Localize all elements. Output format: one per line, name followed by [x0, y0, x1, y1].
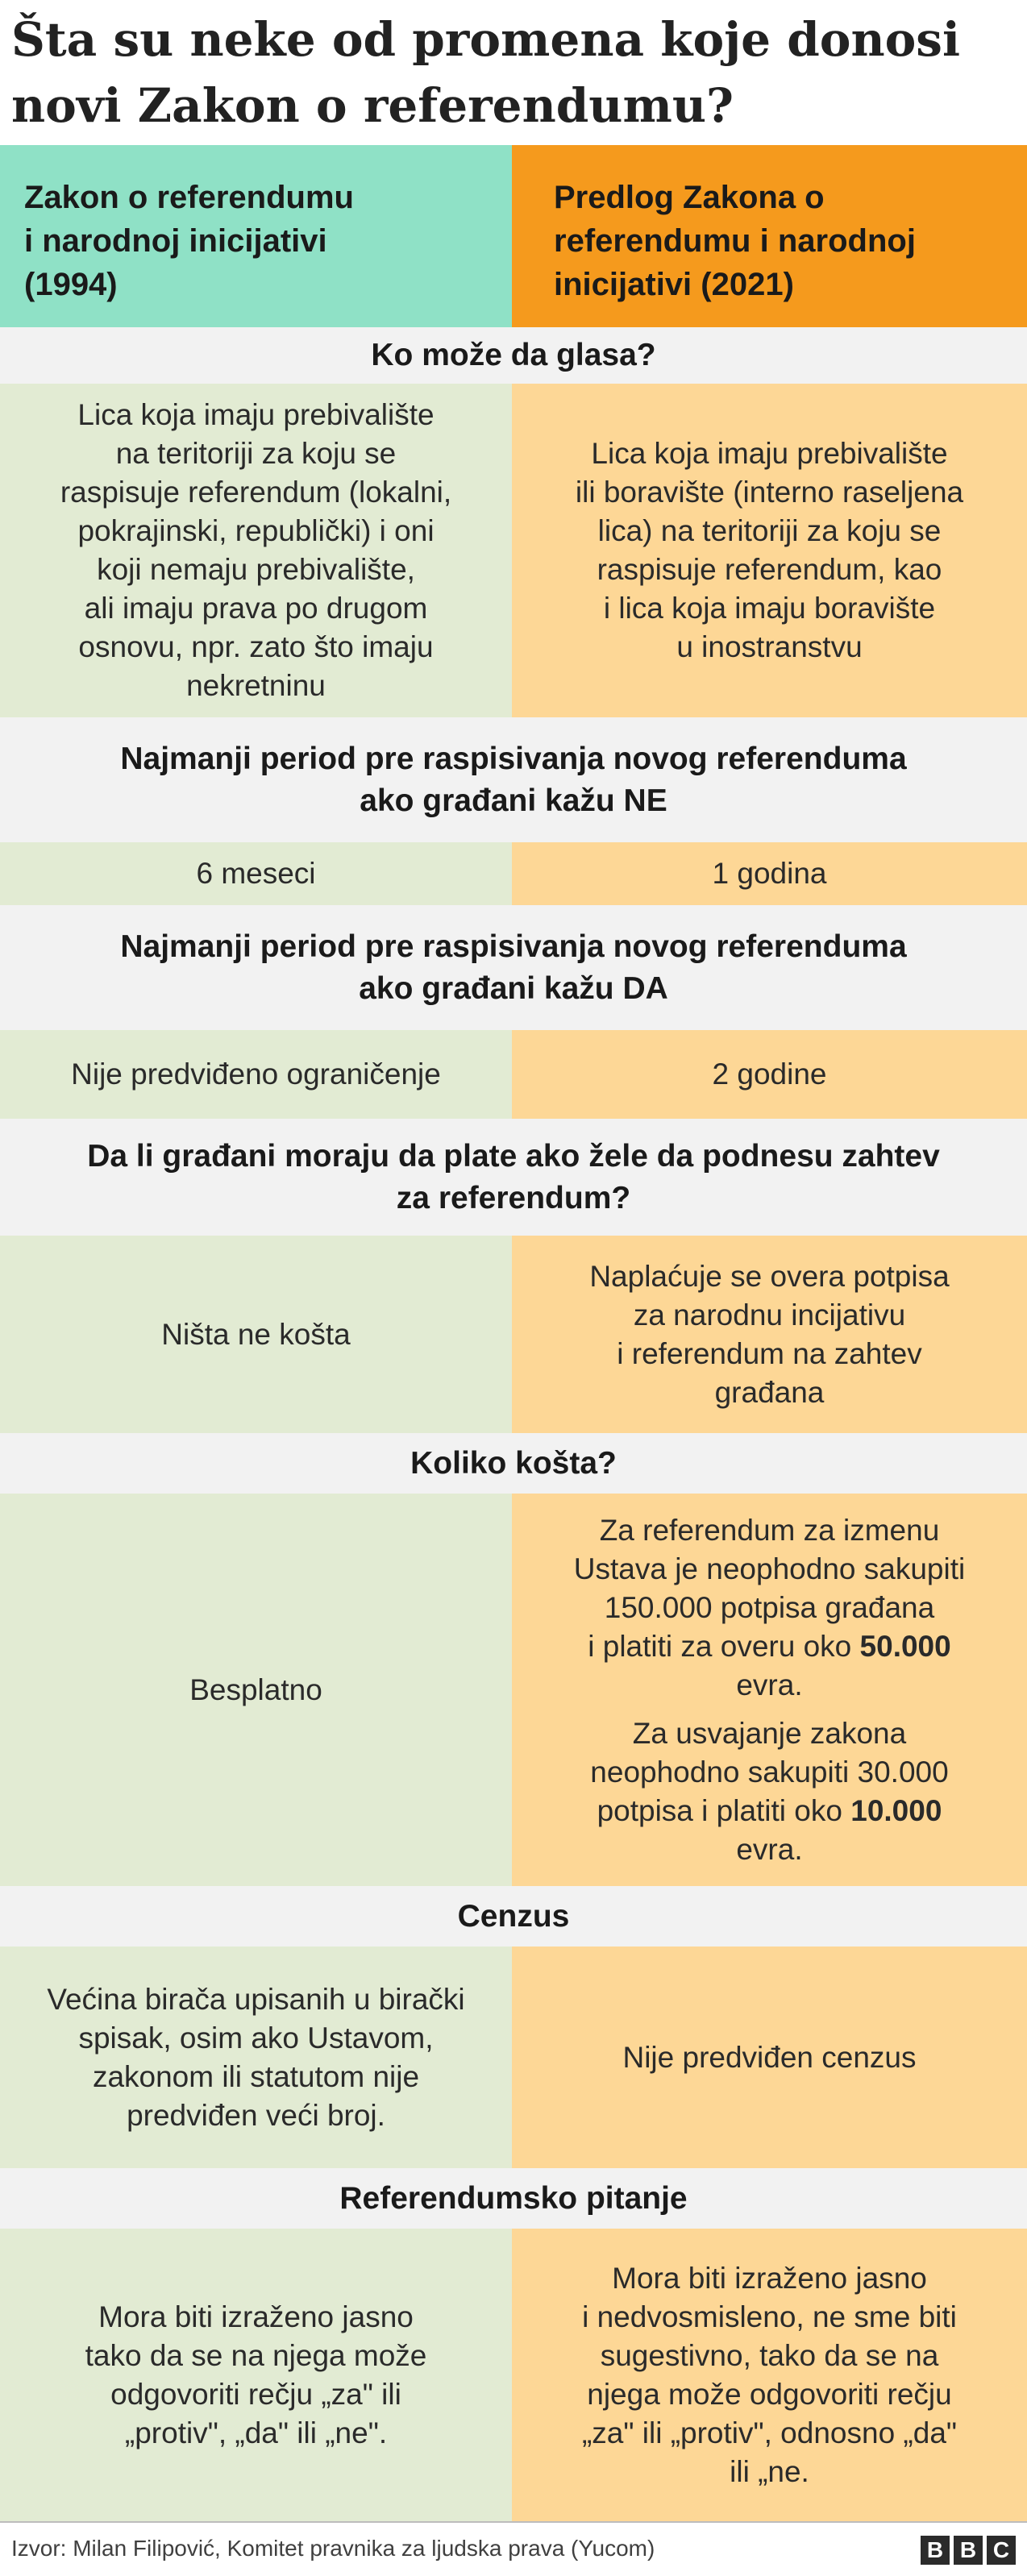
bbc-logo — [921, 2536, 1016, 2565]
cell-line: 1 godina — [712, 857, 827, 890]
question-line: ako građani kažu NE — [360, 783, 667, 818]
page-title — [11, 6, 1011, 139]
cell-line: i lica koja imaju boravište — [603, 592, 936, 625]
cell-line: Ustava je neophodno sakupiti — [573, 1552, 966, 1585]
row-question — [0, 717, 1027, 842]
cell-line: sugestivno, tako da se na — [600, 2338, 939, 2372]
question-line: Najmanji period pre raspisivanja novog referenduma — [120, 741, 907, 776]
cell-line: građana — [714, 1375, 825, 1409]
cell-line: Za referendum za izmenu — [599, 1513, 940, 1547]
row-new-law-cell — [512, 1236, 1027, 1433]
row-old-law-cell — [0, 1947, 512, 2168]
footer — [0, 2521, 1027, 2576]
cell-line: nekretninu — [186, 669, 326, 702]
cell-line: za narodnu incijativu — [633, 1298, 906, 1332]
cell-line: njega može odgovoriti rečju — [587, 2377, 952, 2411]
question-line: Ko može da glasa? — [371, 338, 656, 372]
cell-line: 2 godine — [712, 1057, 827, 1091]
cell-line: „protiv", „da" ili „ne". — [124, 2416, 388, 2449]
cell-line: evra. — [736, 1668, 803, 1701]
title-line: Šta su neke od promena koje donosi — [11, 12, 960, 67]
cell-line: predviđen veći broj. — [127, 2098, 385, 2132]
question-line: Referendumsko pitanje — [339, 2180, 688, 2216]
amount-value: 50.000 — [859, 1629, 951, 1663]
cell-line: na teritoriji za koju se — [115, 437, 397, 470]
cell-line: Lica koja imaju prebivalište — [591, 437, 948, 470]
cell-line: spisak, osim ako Ustavom, — [78, 2021, 434, 2055]
cell-line: koji nemaju prebivalište, — [97, 553, 415, 586]
row-new-law-cell — [512, 1494, 1027, 1886]
row-new-law-cell — [512, 1030, 1027, 1119]
row-new-law-cell — [512, 1947, 1027, 2168]
cell-line: ili „ne. — [730, 2454, 809, 2488]
cell-line: Za usvajanje zakona — [632, 1716, 907, 1750]
header-current-law — [0, 145, 512, 327]
cell-line: i nedvosmisleno, ne sme biti — [582, 2300, 957, 2333]
cell-line: raspisuje referendum, kao — [597, 553, 942, 586]
header-line: (1994) — [24, 267, 118, 302]
header-line: referendumu i narodnoj — [554, 223, 916, 259]
row-question — [0, 1433, 1027, 1494]
cell-line: 6 meseci — [196, 857, 316, 890]
cell-line — [574, 1627, 965, 1666]
cell-line: u inostranstvu — [676, 630, 863, 663]
cell-line: ili boravište (interno raseljena — [575, 476, 964, 509]
header-line: Predlog Zakona o — [554, 180, 825, 215]
cell-line: Nije predviđen cenzus — [622, 2040, 917, 2074]
cell-line: Mora biti izraženo jasno — [98, 2300, 414, 2333]
cost-paragraph-law — [590, 1714, 948, 1869]
cell-line — [590, 1792, 948, 1830]
row-new-law-cell — [512, 2229, 1027, 2521]
row-old-law-cell — [0, 1030, 512, 1119]
row-old-law-cell — [0, 1236, 512, 1433]
cell-line: Mora biti izraženo jasno — [612, 2261, 927, 2295]
cell-line: tako da se na njega može — [85, 2338, 427, 2372]
cell-line: odgovoriti rečju „za" ili — [110, 2377, 401, 2411]
header-line: inicijativi (2021) — [554, 267, 794, 302]
row-question — [0, 327, 1027, 384]
cell-line: 150.000 potpisa građana — [604, 1590, 935, 1624]
header-line: i narodnoj inicijativi — [24, 223, 327, 259]
cell-line: Naplaćuje se overa potpisa — [589, 1259, 950, 1293]
row-old-law-cell — [0, 1494, 512, 1886]
cell-line: „za" ili „protiv", odnosno „da" — [581, 2416, 958, 2449]
row-question — [0, 1119, 1027, 1236]
cell-line: osnovu, npr. zato što imaju — [78, 630, 434, 663]
logo-letter: B — [921, 2536, 950, 2565]
question-line: Da li građani moraju da plate ako žele da podnesu zahtev — [87, 1138, 940, 1174]
amount-prefix: i platiti za overu oko — [588, 1629, 852, 1663]
row-question — [0, 2168, 1027, 2229]
amount-value: 10.000 — [850, 1793, 942, 1827]
cell-line: evra. — [736, 1832, 803, 1866]
cell-line: Lica koja imaju prebivalište — [77, 398, 434, 431]
logo-letter: C — [987, 2536, 1016, 2565]
row-new-law-cell — [512, 842, 1027, 905]
question-line: ako građani kažu DA — [359, 970, 668, 1006]
cell-line: ali imaju prava po drugom — [84, 592, 428, 625]
row-new-law-cell — [512, 384, 1027, 717]
row-old-law-cell — [0, 2229, 512, 2521]
source-credit: Izvor: Milan Filipović, Komitet pravnika za ljudska prava (Yucom) — [11, 2536, 655, 2561]
cell-line: pokrajinski, republički) i oni — [77, 514, 434, 547]
question-line: Najmanji period pre raspisivanja novog referenduma — [120, 929, 907, 964]
cell-line: zakonom ili statutom nije — [92, 2059, 420, 2093]
cell-line: Nije predviđeno ograničenje — [71, 1057, 441, 1091]
question-line: za referendum? — [396, 1180, 631, 1215]
cell-line: i referendum na zahtev — [617, 1336, 922, 1370]
amount-prefix: potpisa i platiti oko — [597, 1793, 842, 1827]
question-line: Cenzus — [457, 1898, 570, 1934]
question-line: Koliko košta? — [410, 1445, 617, 1481]
cell-line: lica) na teritoriji za koju se — [597, 514, 942, 547]
row-question — [0, 905, 1027, 1030]
row-old-law-cell — [0, 842, 512, 905]
cell-line: Ništa ne košta — [161, 1317, 351, 1351]
row-old-law-cell — [0, 384, 512, 717]
cell-line: Besplatno — [189, 1672, 322, 1706]
cell-line: Većina birača upisanih u birački — [47, 1982, 465, 2016]
header-proposed-law — [512, 145, 1027, 327]
row-question — [0, 1886, 1027, 1947]
cell-line: raspisuje referendum (lokalni, — [60, 476, 452, 509]
logo-letter: B — [954, 2536, 983, 2565]
cell-line: neophodno sakupiti 30.000 — [590, 1755, 949, 1789]
cost-paragraph-constitution — [574, 1511, 965, 1705]
header-line: Zakon o referendumu — [24, 180, 354, 215]
title-line: novi Zakon o referendumu? — [11, 78, 734, 133]
